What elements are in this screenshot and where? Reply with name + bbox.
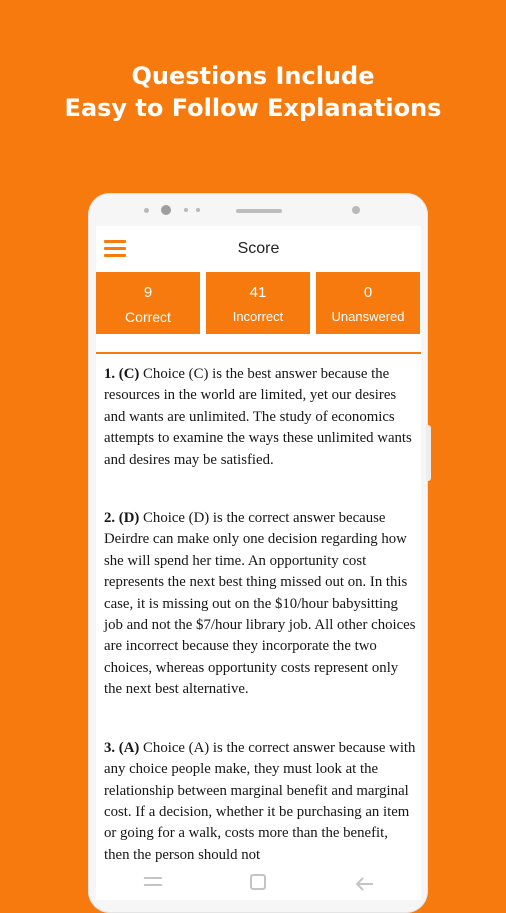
correct-count: 9 [143,284,153,301]
earpiece-speaker [236,209,282,213]
explanation-text: Choice (D) is the correct answer because Deirdre can make only one decision regarding how she will spend her time. An opportunity cost represents the next best thing missed out on. In this case, it is missing out on the $10/hour babysitting job and not the $7/hour library job. All other choices are incorrect because they incorporate the two choices, whereas opportunity costs represent only the next best alternative. [104,510,416,698]
phone-side-button [426,425,431,481]
answer-key: 1. (C) [104,366,140,382]
recent-apps-icon[interactable] [144,876,162,888]
correct-label: Correct [125,309,171,325]
front-camera [161,205,171,215]
unanswered-count: 0 [363,284,373,301]
sensor-dot [184,208,188,212]
explanation-text: Choice (C) is the best answer because the resources in the world are limited, yet our desires and wants are unlimited. The study of economics attempts to examine the ways these unlimited wants and desires may be satisfied. [104,366,412,468]
unanswered-label: Unanswered [331,309,405,324]
score-tile-incorrect [206,272,310,334]
explanation-item [104,508,416,701]
section-divider [96,352,421,354]
explanation-item [104,364,416,471]
sensor-dot [196,208,200,212]
home-icon[interactable] [250,874,266,890]
answer-key: 3. (A) [104,739,140,756]
promo-headline-line1: Questions Include [131,62,375,90]
incorrect-count: 41 [249,284,267,301]
app-screen [96,226,421,900]
app-bar [96,226,421,272]
system-nav-bar [96,866,421,900]
score-tile-correct [96,272,200,334]
back-icon[interactable] [356,876,374,890]
phone-top-bezel [88,193,428,227]
score-tile-unanswered [316,272,420,334]
answer-key: 2. (D) [104,510,140,527]
page-title: Score [237,240,280,257]
explanation-item [104,738,416,866]
promo-headline-line2: Easy to Follow Explanations [64,94,442,122]
proximity-sensor [352,206,360,214]
explanations-list [104,364,416,900]
explanation-text: Choice (A) is the correct answer because with any choice people make, they must look at the relationship between marginal benefit and marginal cost. If a decision, whether it be purchasing an item or going for a walk, costs more than the benefit, then the person should not [104,739,416,863]
sensor-dot [144,208,149,213]
incorrect-label: Incorrect [232,309,284,324]
